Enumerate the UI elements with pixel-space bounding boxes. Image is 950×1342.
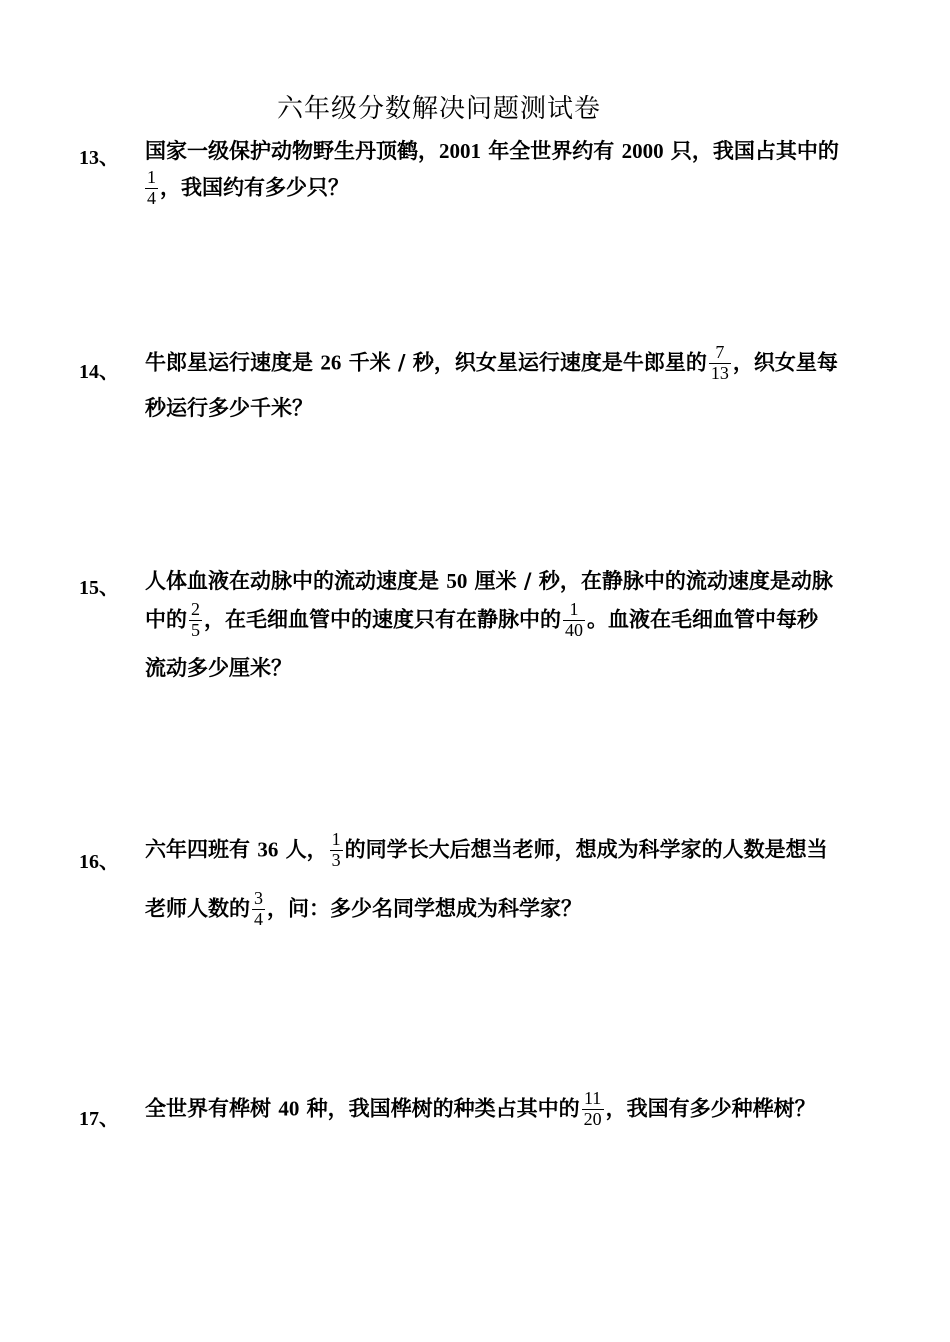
fraction bbox=[189, 600, 202, 641]
text: 人， bbox=[278, 837, 328, 862]
problem-text-line bbox=[145, 168, 875, 209]
fraction bbox=[709, 343, 731, 384]
fraction bbox=[563, 600, 585, 641]
problem-number: 13、 bbox=[79, 147, 119, 169]
text: 千米 / 秒，织女星运行速度是牛郎星的 bbox=[341, 350, 707, 375]
fraction-denominator: 20 bbox=[583, 1108, 602, 1129]
text: 老师人数的 bbox=[145, 896, 250, 921]
text: 牛郎星运行速度是 bbox=[145, 350, 321, 375]
problem-number: 14、 bbox=[79, 361, 119, 383]
fraction-denominator: 4 bbox=[147, 187, 156, 208]
problem-text-line bbox=[145, 889, 875, 930]
fraction-denominator: 5 bbox=[191, 619, 200, 640]
text: 只，我国占其中的 bbox=[663, 139, 839, 163]
text: ，问：多少名同学想成为科学家？ bbox=[267, 896, 582, 921]
text: ，我国有多少种桦树？ bbox=[605, 1096, 816, 1121]
problem-text-line bbox=[145, 398, 875, 419]
page-title: 六年级分数解决问题测试卷 bbox=[276, 94, 601, 124]
text: 全世界有桦树 bbox=[145, 1096, 279, 1121]
number: 2000 bbox=[621, 139, 664, 163]
text: 人体血液在动脉中的流动速度是 bbox=[145, 569, 447, 593]
problem-text-line bbox=[145, 830, 875, 871]
number: 36 bbox=[257, 837, 279, 862]
text: 厘米 / 秒，在静脉中的流动速度是动脉 bbox=[467, 569, 833, 593]
text: 种，我国桦树的种类占其中的 bbox=[299, 1096, 580, 1121]
problem-text-line bbox=[145, 658, 875, 679]
fraction bbox=[330, 830, 343, 871]
problem-number: 16、 bbox=[79, 851, 119, 873]
fraction-numerator: 3 bbox=[254, 888, 263, 908]
number: 26 bbox=[320, 350, 342, 375]
text: ，我国约有多少只？ bbox=[160, 175, 349, 200]
problem-text-line bbox=[145, 1089, 875, 1130]
number: 40 bbox=[278, 1096, 300, 1121]
problem-text-line bbox=[145, 141, 875, 162]
problem-text-line bbox=[145, 600, 875, 641]
fraction-denominator: 3 bbox=[331, 849, 341, 870]
text: 国家一级保护动物野生丹顶鹤， bbox=[145, 139, 439, 163]
fraction-numerator: 1 bbox=[563, 600, 585, 621]
fraction-numerator: 2 bbox=[191, 599, 200, 619]
text: 中的 bbox=[145, 607, 187, 632]
problem-text-line bbox=[145, 343, 875, 384]
text: 。血液在毛细血管中每秒 bbox=[587, 607, 818, 632]
fraction-numerator: 7 bbox=[709, 343, 731, 364]
fraction-denominator: 13 bbox=[710, 362, 729, 383]
problem-number: 15、 bbox=[79, 577, 119, 599]
fraction-denominator: 4 bbox=[254, 908, 263, 929]
problem-number: 17、 bbox=[79, 1108, 119, 1130]
number: 2001 bbox=[439, 139, 481, 163]
number: 50 bbox=[446, 569, 468, 593]
fraction-numerator: 1 bbox=[147, 167, 156, 187]
fraction bbox=[145, 168, 158, 209]
fraction bbox=[582, 1089, 604, 1130]
text: ，织女星每 bbox=[732, 350, 838, 375]
text: ，在毛细血管中的速度只有在静脉中的 bbox=[204, 607, 561, 632]
fraction bbox=[252, 889, 265, 930]
fraction-numerator: 11 bbox=[582, 1089, 604, 1110]
fraction-denominator: 40 bbox=[565, 619, 583, 640]
text: 流动多少厘米？ bbox=[145, 656, 292, 680]
problem-text-line bbox=[145, 571, 875, 592]
text: 年全世界约有 bbox=[481, 139, 622, 163]
text: 秒运行多少千米？ bbox=[145, 396, 313, 420]
text: 的同学长大后想当老师，想成为科学家的人数是想当 bbox=[344, 837, 828, 862]
text: 六年四班有 bbox=[145, 837, 258, 862]
fraction-numerator: 1 bbox=[331, 829, 341, 849]
